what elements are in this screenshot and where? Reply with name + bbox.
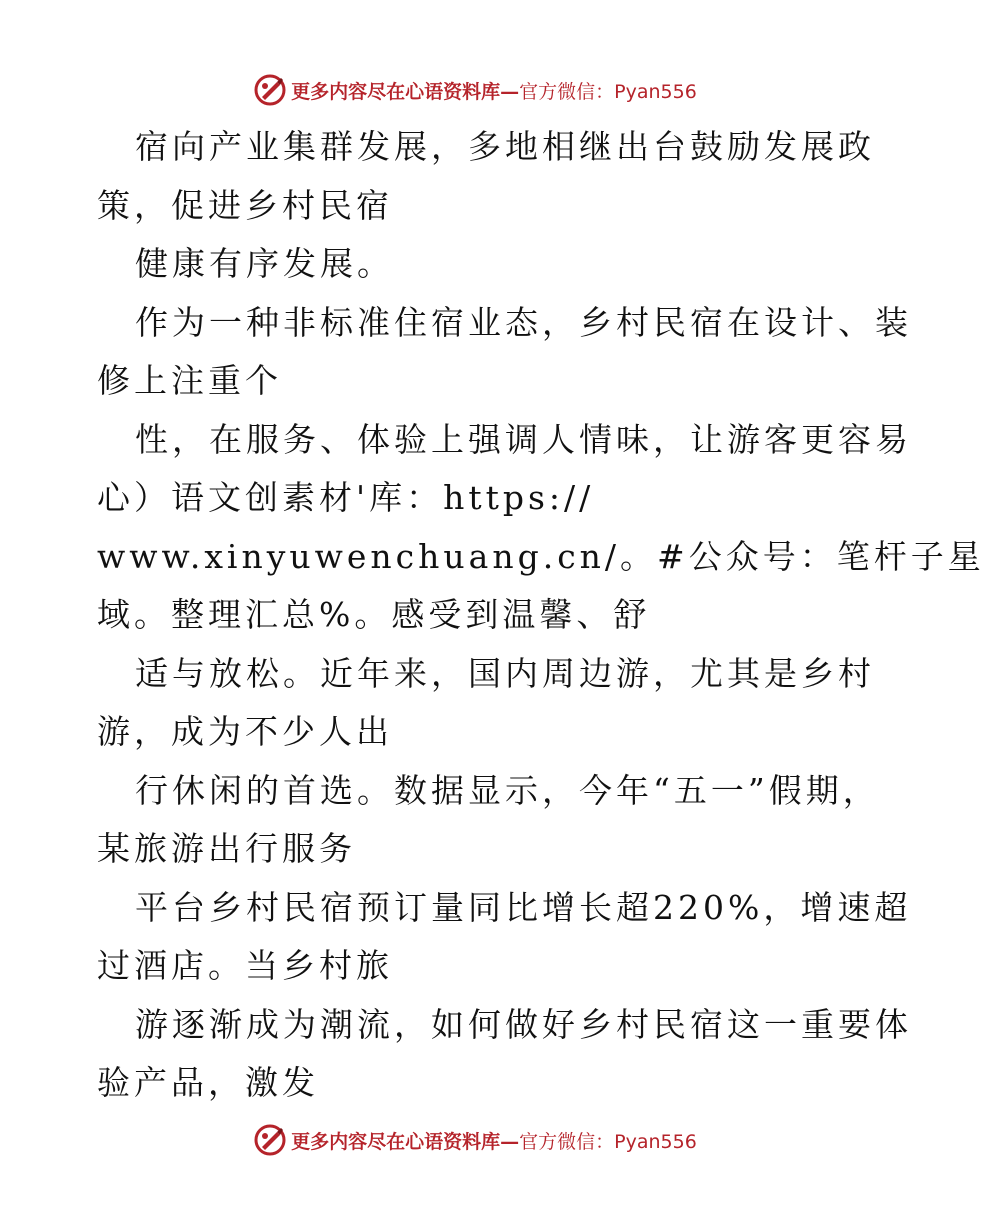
banner-brand-text: 更多内容尽在心语资料库—	[291, 80, 520, 103]
brand-logo-icon	[253, 1123, 287, 1157]
text-line: 健康有序发展。	[135, 244, 394, 283]
text-line: 游逐渐成为潮流，如何做好乡村民宿这一重要体	[135, 1004, 912, 1044]
text-line: 验产品，激发	[97, 1063, 319, 1102]
text-line: 某旅游出行服务	[97, 829, 356, 868]
text-line: 宿向产业集群发展，多地相继出台鼓励发展政	[135, 127, 875, 166]
text-line: 适与放松。近年来，国内周边游，尤其是乡村	[135, 653, 875, 693]
text-line: 域。整理汇总%。感受到温馨、舒	[97, 595, 651, 634]
footer-banner	[0, 1120, 950, 1160]
text-line: 游，成为不少人出	[97, 712, 393, 751]
text-line: 性，在服务、体验上强调人情味，让游客更容易	[135, 419, 912, 459]
text-line: www.xinyuwenchuang.cn/。#公众号：笔杆子星	[97, 536, 985, 576]
text-line: 作为一种非标准住宿业态，乡村民宿在设计、装	[135, 302, 912, 342]
text-line: 策，促进乡村民宿	[97, 185, 393, 225]
brand-logo-icon	[253, 73, 287, 107]
text-line: 行休闲的首选。数据显示，今年“五一”假期，	[135, 770, 880, 810]
banner-wechat-text: 官方微信：Pyan556	[519, 1130, 697, 1153]
header-banner	[0, 70, 950, 110]
text-line: 心）语文创素材'库：https://	[97, 478, 595, 517]
banner-brand-text: 更多内容尽在心语资料库—	[291, 1130, 520, 1153]
text-line: 平台乡村民宿预订量同比增长超220%，增速超	[135, 887, 912, 927]
text-line: 过酒店。当乡村旅	[97, 946, 393, 985]
banner-wechat-text: 官方微信：Pyan556	[519, 80, 697, 103]
document-body	[97, 118, 985, 1113]
text-line: 修上注重个	[97, 361, 282, 400]
